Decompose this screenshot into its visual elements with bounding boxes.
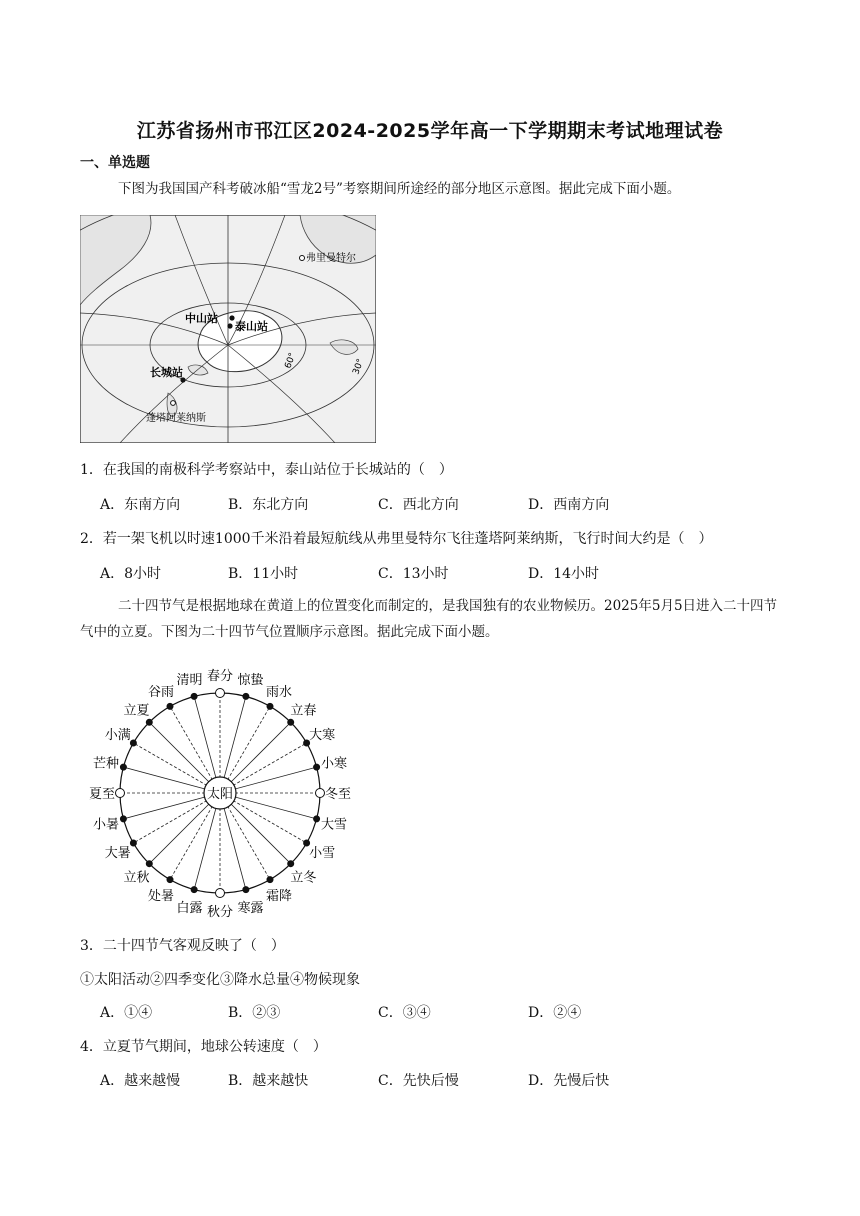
map-label-fremantle: 弗里曼特尔 <box>306 253 356 264</box>
term-point <box>267 703 273 709</box>
term-point <box>314 764 320 770</box>
q2-option-c[interactable]: C．13小时 <box>378 566 449 582</box>
question-3-items: ①太阳活动②四季变化③降水总量④物候现象 <box>80 972 360 988</box>
map-label-taishan: 泰山站 <box>235 320 268 333</box>
term-label: 夏至 <box>88 787 116 802</box>
term-label: 雨水 <box>265 684 293 700</box>
q1-option-c[interactable]: C．西北方向 <box>378 497 459 513</box>
term-point <box>167 877 173 883</box>
term-point <box>288 719 294 725</box>
intro-paragraph-2: 二十四节气是根据地球在黄道上的位置变化而制定的，是我国独有的农业物候历。2025年5月5日进入二十四节气中的立夏。下图为二十四节气位置顺序示意图。据此完成下面小题。 <box>80 598 778 640</box>
q4-option-c[interactable]: C．先快后慢 <box>378 1073 459 1089</box>
q1-option-a[interactable]: A．东南方向 <box>100 497 181 513</box>
term-label: 立秋 <box>123 870 150 886</box>
term-point <box>314 816 320 822</box>
term-point <box>167 703 173 709</box>
term-label: 小寒 <box>320 756 347 772</box>
term-label: 芒种 <box>93 756 120 772</box>
term-label: 秋分 <box>206 905 234 920</box>
term-label: 立冬 <box>290 870 317 886</box>
exam-title: 江苏省扬州市邗江区2024-2025学年高一下学期期末考试地理试卷 <box>136 120 724 142</box>
term-label: 冬至 <box>324 787 352 802</box>
term-label: 大寒 <box>309 728 336 743</box>
map-label-punta: 蓬塔阿莱纳斯 <box>146 413 206 424</box>
term-point <box>130 840 136 846</box>
term-point <box>288 861 294 867</box>
term-label: 谷雨 <box>147 684 175 700</box>
term-label: 清明 <box>176 673 203 689</box>
term-point <box>267 877 273 883</box>
antarctic-route-map <box>80 215 376 443</box>
term-point <box>146 861 152 867</box>
term-point <box>243 887 249 893</box>
sun-label: 太阳 <box>206 787 234 802</box>
map-label-lat60: 60° <box>283 351 299 371</box>
term-label: 小雪 <box>309 846 336 861</box>
q2-option-a[interactable]: A．8小时 <box>100 566 162 582</box>
map-label-changcheng: 长城站 <box>150 366 183 379</box>
q3-option-d[interactable]: D．②④ <box>528 1005 582 1021</box>
term-point <box>146 719 152 725</box>
term-point <box>216 689 225 698</box>
term-label: 霜降 <box>265 889 293 905</box>
q4-option-d[interactable]: D．先慢后快 <box>528 1073 610 1089</box>
q4-option-a[interactable]: A．越来越慢 <box>100 1073 181 1089</box>
term-point <box>191 693 197 699</box>
term-point <box>243 693 249 699</box>
term-label: 春分 <box>206 669 234 684</box>
term-label: 寒露 <box>237 900 264 916</box>
term-point <box>130 740 136 746</box>
term-label: 大雪 <box>320 817 347 833</box>
q1-option-b[interactable]: B．东北方向 <box>228 497 309 513</box>
q3-option-a[interactable]: A．①④ <box>100 1005 153 1021</box>
q1-option-d[interactable]: D．西南方向 <box>528 497 610 513</box>
term-label: 立夏 <box>123 703 150 719</box>
term-point <box>191 887 197 893</box>
q2-option-b[interactable]: B．11小时 <box>228 566 299 582</box>
term-point <box>316 789 325 798</box>
q3-option-b[interactable]: B．②③ <box>228 1005 281 1021</box>
q4-option-b[interactable]: B．越来越快 <box>228 1073 309 1089</box>
term-label: 大暑 <box>104 846 131 861</box>
term-label: 处暑 <box>147 889 175 905</box>
q2-option-d[interactable]: D．14小时 <box>528 566 600 582</box>
question-2-stem: 2．若一架飞机以时速1000千米沿着最短航线从弗里曼特尔飞往蓬塔阿莱纳斯，飞行时间大约是（ ） <box>80 531 713 547</box>
term-point <box>120 764 126 770</box>
section-heading: 一、单选题 <box>80 155 150 171</box>
term-point <box>116 789 125 798</box>
term-label: 白露 <box>176 900 203 916</box>
term-point <box>120 816 126 822</box>
map-label-lat30: 30° <box>351 357 367 377</box>
term-label: 小暑 <box>93 817 120 833</box>
map-label-zhongshan: 中山站 <box>185 312 218 325</box>
solar-terms-diagram <box>84 662 364 922</box>
term-label: 立春 <box>290 703 317 719</box>
question-1-stem: 1．在我国的南极科学考察站中，泰山站位于长城站的（ ） <box>80 462 453 478</box>
question-4-stem: 4．立夏节气期间，地球公转速度（ ） <box>80 1039 327 1055</box>
intro-paragraph-1: 下图为我国国产科考破冰船“雪龙2号”考察期间所途经的部分地区示意图。据此完成下面小题。 <box>118 181 681 197</box>
term-label: 惊蛰 <box>237 673 264 689</box>
question-3-stem: 3．二十四节气客观反映了（ ） <box>80 938 285 954</box>
q3-option-c[interactable]: C．③④ <box>378 1005 431 1021</box>
term-label: 小满 <box>104 728 131 743</box>
term-point <box>216 889 225 898</box>
